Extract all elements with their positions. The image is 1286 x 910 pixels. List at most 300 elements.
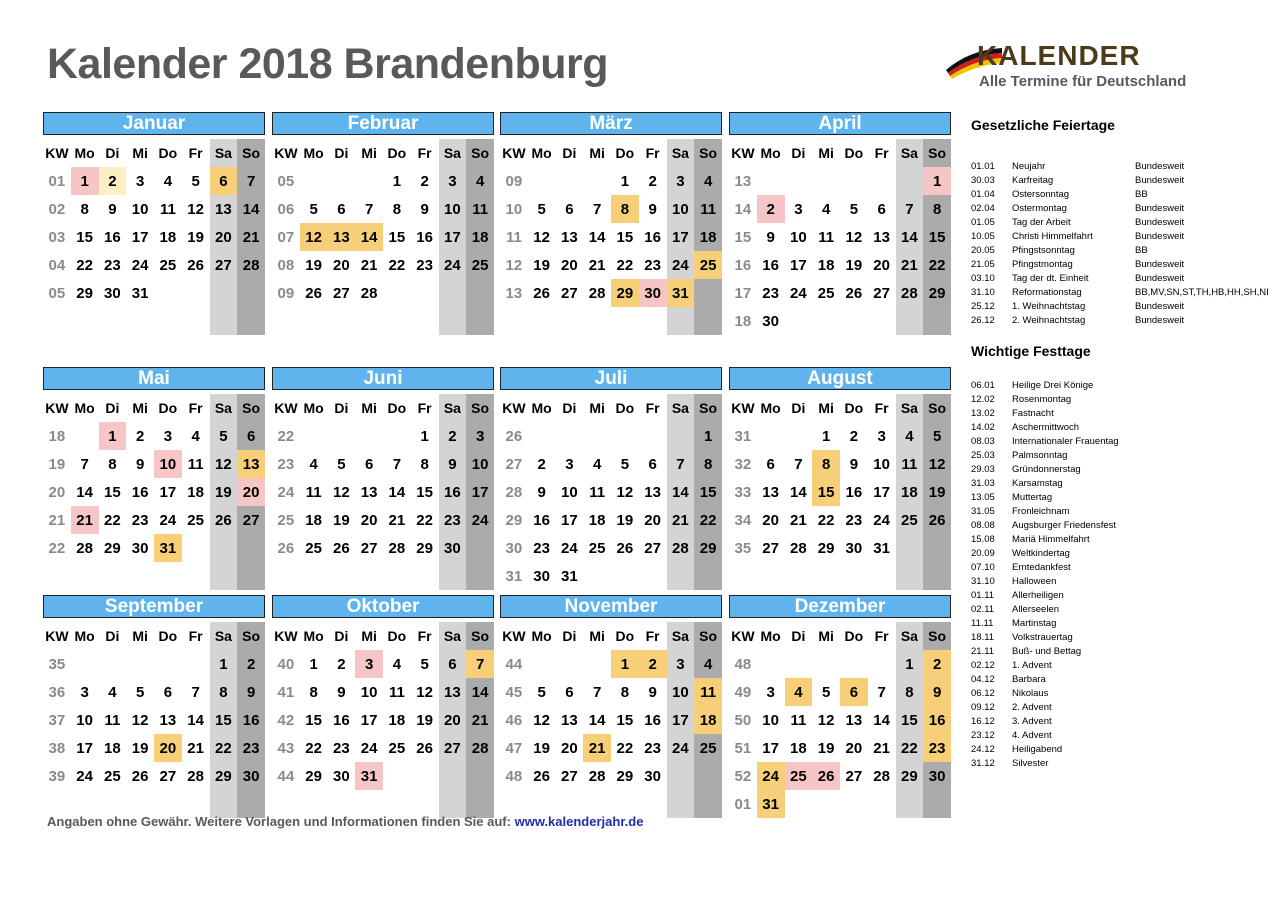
- day-cell[interactable]: 16: [845, 483, 863, 501]
- day-cell[interactable]: 4: [108, 683, 117, 701]
- day-cell[interactable]: 26: [812, 762, 840, 790]
- day-cell[interactable]: 25: [466, 251, 494, 279]
- day-cell[interactable]: 30: [762, 312, 779, 330]
- day-cell[interactable]: 5: [923, 422, 951, 450]
- day-cell[interactable]: 11: [694, 195, 722, 223]
- day-cell[interactable]: 22: [104, 511, 121, 529]
- day-cell[interactable]: 3: [667, 650, 695, 678]
- day-cell[interactable]: 10: [561, 483, 578, 501]
- day-cell[interactable]: 23: [533, 539, 550, 557]
- day-cell[interactable]: 16: [416, 228, 433, 246]
- day-cell[interactable]: 26: [333, 539, 350, 557]
- day-cell[interactable]: 13: [845, 711, 863, 729]
- day-cell[interactable]: 21: [388, 511, 406, 529]
- day-cell[interactable]: 16: [333, 711, 350, 729]
- day-cell[interactable]: 8: [392, 200, 402, 218]
- day-cell[interactable]: 24: [790, 284, 807, 302]
- day-cell[interactable]: 6: [163, 683, 173, 701]
- day-cell[interactable]: 22: [210, 734, 238, 762]
- day-cell[interactable]: 9: [923, 678, 951, 706]
- day-cell[interactable]: 22: [76, 256, 93, 274]
- day-cell[interactable]: 20: [333, 256, 350, 274]
- day-cell[interactable]: 14: [76, 483, 93, 501]
- day-cell[interactable]: 27: [561, 767, 578, 785]
- day-cell[interactable]: 21: [873, 739, 890, 757]
- day-cell[interactable]: 17: [790, 256, 807, 274]
- day-cell[interactable]: 19: [923, 478, 951, 506]
- day-cell[interactable]: 3: [565, 455, 574, 473]
- day-cell[interactable]: 26: [533, 767, 550, 785]
- day-cell[interactable]: 10: [131, 200, 149, 218]
- day-cell[interactable]: 27: [210, 251, 238, 279]
- day-cell[interactable]: 27: [333, 284, 350, 302]
- day-cell[interactable]: 28: [76, 539, 93, 557]
- day-cell[interactable]: 13: [439, 678, 467, 706]
- day-cell[interactable]: 29: [76, 284, 93, 302]
- day-cell[interactable]: 15: [812, 478, 840, 506]
- day-cell[interactable]: 2: [439, 422, 467, 450]
- day-cell[interactable]: 21: [588, 256, 606, 274]
- day-cell[interactable]: 23: [237, 734, 265, 762]
- day-cell[interactable]: 8: [694, 450, 722, 478]
- day-cell[interactable]: 25: [588, 539, 606, 557]
- day-cell[interactable]: 26: [210, 506, 238, 534]
- day-cell[interactable]: 29: [896, 762, 924, 790]
- day-cell[interactable]: 7: [592, 200, 602, 218]
- day-cell[interactable]: 6: [439, 650, 467, 678]
- day-cell[interactable]: 24: [757, 762, 785, 790]
- day-cell[interactable]: 14: [355, 223, 383, 251]
- day-cell[interactable]: 7: [80, 455, 89, 473]
- day-cell[interactable]: 23: [845, 511, 863, 529]
- day-cell[interactable]: 11: [104, 711, 121, 729]
- day-cell[interactable]: 12: [131, 711, 149, 729]
- day-cell[interactable]: 17: [360, 711, 378, 729]
- day-cell[interactable]: 30: [923, 762, 951, 790]
- day-cell[interactable]: 7: [237, 167, 265, 195]
- day-cell[interactable]: 11: [818, 228, 835, 246]
- day-cell[interactable]: 21: [187, 739, 204, 757]
- day-cell[interactable]: 20: [845, 739, 863, 757]
- day-cell[interactable]: 26: [533, 284, 550, 302]
- day-cell[interactable]: 1: [210, 650, 238, 678]
- day-cell[interactable]: 20: [439, 706, 467, 734]
- day-cell[interactable]: 28: [187, 767, 204, 785]
- day-cell[interactable]: 12: [333, 483, 350, 501]
- day-cell[interactable]: 14: [873, 711, 890, 729]
- footer-link[interactable]: www.kalenderjahr.de: [514, 814, 644, 829]
- day-cell[interactable]: 16: [762, 256, 779, 274]
- day-cell[interactable]: 29: [817, 539, 835, 557]
- day-cell[interactable]: 2: [135, 427, 145, 445]
- day-cell[interactable]: 15: [388, 228, 406, 246]
- day-cell[interactable]: 20: [210, 223, 238, 251]
- day-cell[interactable]: 13: [762, 483, 779, 501]
- day-cell[interactable]: 28: [237, 251, 265, 279]
- day-cell[interactable]: 29: [416, 539, 433, 557]
- day-cell[interactable]: 4: [821, 200, 831, 218]
- day-cell[interactable]: 2: [537, 455, 546, 473]
- day-cell[interactable]: 16: [131, 483, 149, 501]
- day-cell[interactable]: 1: [71, 167, 99, 195]
- day-cell[interactable]: 4: [309, 455, 318, 473]
- kalender-logo[interactable]: [944, 40, 1214, 100]
- day-cell[interactable]: 19: [817, 739, 835, 757]
- day-cell[interactable]: 9: [537, 483, 546, 501]
- day-cell[interactable]: 5: [135, 683, 145, 701]
- day-cell[interactable]: 14: [588, 711, 606, 729]
- day-cell[interactable]: 28: [667, 534, 695, 562]
- day-cell[interactable]: 27: [561, 284, 578, 302]
- day-cell[interactable]: 3: [794, 200, 803, 218]
- day-cell[interactable]: 4: [592, 455, 602, 473]
- day-cell[interactable]: 24: [439, 251, 467, 279]
- day-cell[interactable]: 10: [667, 195, 695, 223]
- day-cell[interactable]: 28: [388, 539, 406, 557]
- day-cell[interactable]: 10: [762, 711, 779, 729]
- day-cell[interactable]: 5: [337, 455, 346, 473]
- day-cell[interactable]: 22: [416, 511, 433, 529]
- day-cell[interactable]: 17: [667, 706, 695, 734]
- day-cell[interactable]: 14: [466, 678, 494, 706]
- day-cell[interactable]: 6: [565, 200, 574, 218]
- day-cell[interactable]: 28: [790, 539, 807, 557]
- day-cell[interactable]: 15: [416, 483, 433, 501]
- day-cell[interactable]: 3: [80, 683, 89, 701]
- day-cell[interactable]: 22: [616, 256, 634, 274]
- day-cell[interactable]: 14: [588, 228, 606, 246]
- day-cell[interactable]: 30: [237, 762, 265, 790]
- day-cell[interactable]: 17: [667, 223, 695, 251]
- day-cell[interactable]: 18: [388, 711, 406, 729]
- day-cell[interactable]: 11: [187, 455, 204, 473]
- day-cell[interactable]: 30: [439, 534, 467, 562]
- day-cell[interactable]: 15: [104, 483, 121, 501]
- day-cell[interactable]: 2: [849, 427, 859, 445]
- day-cell[interactable]: 26: [923, 506, 951, 534]
- day-cell[interactable]: 12: [923, 450, 951, 478]
- day-cell[interactable]: 25: [694, 734, 722, 762]
- day-cell[interactable]: 19: [533, 256, 550, 274]
- day-cell[interactable]: 10: [360, 683, 378, 701]
- day-cell[interactable]: 25: [159, 256, 177, 274]
- day-cell[interactable]: 21: [667, 506, 695, 534]
- day-cell[interactable]: 23: [923, 734, 951, 762]
- day-cell[interactable]: 9: [237, 678, 265, 706]
- day-cell[interactable]: 25: [305, 539, 322, 557]
- day-cell[interactable]: 11: [694, 678, 722, 706]
- day-cell[interactable]: 12: [300, 223, 328, 251]
- day-cell[interactable]: 21: [583, 734, 611, 762]
- day-cell[interactable]: 6: [237, 422, 265, 450]
- day-cell[interactable]: 30: [845, 539, 863, 557]
- day-cell[interactable]: 13: [644, 483, 661, 501]
- day-cell[interactable]: 24: [466, 506, 494, 534]
- day-cell[interactable]: 3: [135, 172, 145, 190]
- day-cell[interactable]: 9: [337, 683, 346, 701]
- day-cell[interactable]: 26: [187, 256, 204, 274]
- day-cell[interactable]: 6: [364, 455, 374, 473]
- day-cell[interactable]: 14: [790, 483, 807, 501]
- day-cell[interactable]: 5: [537, 200, 546, 218]
- day-cell[interactable]: 29: [923, 279, 951, 307]
- day-cell[interactable]: 11: [466, 195, 494, 223]
- day-cell[interactable]: 31: [667, 279, 695, 307]
- day-cell[interactable]: 26: [616, 539, 634, 557]
- day-cell[interactable]: 9: [648, 200, 657, 218]
- day-cell[interactable]: 27: [644, 539, 661, 557]
- day-cell[interactable]: 25: [187, 511, 204, 529]
- day-cell[interactable]: 17: [76, 739, 93, 757]
- day-cell[interactable]: 14: [237, 195, 265, 223]
- day-cell[interactable]: 4: [785, 678, 813, 706]
- day-cell[interactable]: 8: [420, 455, 429, 473]
- day-cell[interactable]: 8: [896, 678, 924, 706]
- day-cell[interactable]: 11: [305, 483, 322, 501]
- day-cell[interactable]: 31: [873, 539, 890, 557]
- day-cell[interactable]: 8: [210, 678, 238, 706]
- day-cell[interactable]: 20: [237, 478, 265, 506]
- day-cell[interactable]: 18: [817, 256, 835, 274]
- day-cell[interactable]: 7: [191, 683, 200, 701]
- day-cell[interactable]: 31: [757, 790, 785, 818]
- day-cell[interactable]: 17: [873, 483, 890, 501]
- day-cell[interactable]: 14: [896, 223, 924, 251]
- day-cell[interactable]: 3: [766, 683, 775, 701]
- day-cell[interactable]: 5: [309, 200, 318, 218]
- day-cell[interactable]: 18: [694, 223, 722, 251]
- day-cell[interactable]: 21: [237, 223, 265, 251]
- day-cell[interactable]: 2: [420, 172, 429, 190]
- day-cell[interactable]: 11: [589, 483, 606, 501]
- day-cell[interactable]: 25: [694, 251, 722, 279]
- day-cell[interactable]: 10: [154, 450, 182, 478]
- day-cell[interactable]: 7: [466, 650, 494, 678]
- day-cell[interactable]: 19: [187, 228, 204, 246]
- day-cell[interactable]: 4: [896, 422, 924, 450]
- day-cell[interactable]: 1: [821, 427, 831, 445]
- day-cell[interactable]: 21: [71, 506, 99, 534]
- day-cell[interactable]: 15: [76, 228, 93, 246]
- day-cell[interactable]: 30: [333, 767, 350, 785]
- day-cell[interactable]: 10: [466, 450, 494, 478]
- day-cell[interactable]: 17: [561, 511, 578, 529]
- day-cell[interactable]: 12: [845, 228, 863, 246]
- day-cell[interactable]: 20: [561, 256, 578, 274]
- day-cell[interactable]: 20: [360, 511, 378, 529]
- day-cell[interactable]: 10: [76, 711, 93, 729]
- day-cell[interactable]: 24: [873, 511, 890, 529]
- day-cell[interactable]: 30: [131, 539, 149, 557]
- day-cell[interactable]: 28: [873, 767, 890, 785]
- day-cell[interactable]: 5: [420, 655, 429, 673]
- day-cell[interactable]: 3: [355, 650, 383, 678]
- day-cell[interactable]: 6: [210, 167, 238, 195]
- day-cell[interactable]: 1: [309, 655, 318, 673]
- day-cell[interactable]: 15: [305, 711, 322, 729]
- day-cell[interactable]: 1: [620, 172, 630, 190]
- day-cell[interactable]: 20: [154, 734, 182, 762]
- day-cell[interactable]: 9: [439, 450, 467, 478]
- day-cell[interactable]: 12: [616, 483, 634, 501]
- day-cell[interactable]: 2: [757, 195, 785, 223]
- day-cell[interactable]: 30: [533, 567, 550, 585]
- day-cell[interactable]: 13: [328, 223, 356, 251]
- day-cell[interactable]: 23: [644, 256, 661, 274]
- day-cell[interactable]: 14: [667, 478, 695, 506]
- day-cell[interactable]: 13: [237, 450, 265, 478]
- day-cell[interactable]: 4: [694, 167, 722, 195]
- day-cell[interactable]: 23: [104, 256, 121, 274]
- day-cell[interactable]: 18: [466, 223, 494, 251]
- day-cell[interactable]: 1: [392, 172, 402, 190]
- day-cell[interactable]: 6: [877, 200, 886, 218]
- day-cell[interactable]: 25: [785, 762, 813, 790]
- day-cell[interactable]: 5: [191, 172, 200, 190]
- day-cell[interactable]: 29: [616, 767, 634, 785]
- day-cell[interactable]: 4: [466, 167, 494, 195]
- day-cell[interactable]: 3: [466, 422, 494, 450]
- day-cell[interactable]: 5: [849, 200, 859, 218]
- day-cell[interactable]: 22: [923, 251, 951, 279]
- day-cell[interactable]: 8: [620, 683, 630, 701]
- day-cell[interactable]: 14: [388, 483, 406, 501]
- day-cell[interactable]: 21: [360, 256, 378, 274]
- day-cell[interactable]: 9: [135, 455, 145, 473]
- day-cell[interactable]: 28: [588, 284, 606, 302]
- day-cell[interactable]: 15: [616, 711, 634, 729]
- day-cell[interactable]: 11: [388, 683, 405, 701]
- day-cell[interactable]: 27: [845, 767, 863, 785]
- day-cell[interactable]: 27: [360, 539, 378, 557]
- day-cell[interactable]: 18: [159, 228, 177, 246]
- day-cell[interactable]: 14: [187, 711, 204, 729]
- day-cell[interactable]: 28: [588, 767, 606, 785]
- day-cell[interactable]: 4: [392, 655, 402, 673]
- day-cell[interactable]: 13: [159, 711, 177, 729]
- day-cell[interactable]: 5: [537, 683, 546, 701]
- day-cell[interactable]: 17: [439, 223, 467, 251]
- day-cell[interactable]: 3: [877, 427, 886, 445]
- day-cell[interactable]: 27: [439, 734, 467, 762]
- day-cell[interactable]: 25: [388, 739, 406, 757]
- day-cell[interactable]: 16: [237, 706, 265, 734]
- day-cell[interactable]: 1: [896, 650, 924, 678]
- day-cell[interactable]: 6: [766, 455, 775, 473]
- day-cell[interactable]: 24: [667, 734, 695, 762]
- day-cell[interactable]: 21: [896, 251, 924, 279]
- day-cell[interactable]: 6: [565, 683, 574, 701]
- day-cell[interactable]: 17: [159, 483, 177, 501]
- day-cell[interactable]: 28: [896, 279, 924, 307]
- day-cell[interactable]: 12: [817, 711, 835, 729]
- day-cell[interactable]: 19: [305, 256, 322, 274]
- day-cell[interactable]: 24: [76, 767, 93, 785]
- day-cell[interactable]: 27: [762, 539, 779, 557]
- day-cell[interactable]: 31: [355, 762, 383, 790]
- day-cell[interactable]: 8: [80, 200, 89, 218]
- day-cell[interactable]: 9: [849, 455, 859, 473]
- day-cell[interactable]: 26: [845, 284, 863, 302]
- day-cell[interactable]: 16: [104, 228, 121, 246]
- day-cell[interactable]: 22: [616, 739, 634, 757]
- day-cell[interactable]: 3: [163, 427, 173, 445]
- day-cell[interactable]: 2: [337, 655, 346, 673]
- day-cell[interactable]: 23: [131, 511, 149, 529]
- day-cell[interactable]: 21: [790, 511, 807, 529]
- day-cell[interactable]: 1: [420, 427, 429, 445]
- day-cell[interactable]: 4: [191, 427, 200, 445]
- day-cell[interactable]: 2: [648, 172, 657, 190]
- day-cell[interactable]: 8: [108, 455, 117, 473]
- day-cell[interactable]: 3: [439, 167, 467, 195]
- day-cell[interactable]: 19: [533, 739, 550, 757]
- day-cell[interactable]: 21: [466, 706, 494, 734]
- day-cell[interactable]: 26: [305, 284, 322, 302]
- day-cell[interactable]: 7: [592, 683, 602, 701]
- day-cell[interactable]: 16: [644, 228, 661, 246]
- day-cell[interactable]: 22: [896, 734, 924, 762]
- day-cell[interactable]: 11: [159, 200, 176, 218]
- day-cell[interactable]: 9: [648, 683, 657, 701]
- day-cell[interactable]: 13: [561, 711, 578, 729]
- day-cell[interactable]: 1: [694, 422, 722, 450]
- day-cell[interactable]: 29: [210, 762, 238, 790]
- day-cell[interactable]: 13: [561, 228, 578, 246]
- day-cell[interactable]: 7: [794, 455, 803, 473]
- day-cell[interactable]: 2: [923, 650, 951, 678]
- day-cell[interactable]: 18: [187, 483, 204, 501]
- day-cell[interactable]: 17: [762, 739, 779, 757]
- day-cell[interactable]: 16: [644, 711, 661, 729]
- day-cell[interactable]: 31: [131, 284, 149, 302]
- day-cell[interactable]: 29: [694, 534, 722, 562]
- day-cell[interactable]: 19: [210, 478, 238, 506]
- day-cell[interactable]: 23: [333, 739, 350, 757]
- day-cell[interactable]: 19: [416, 711, 433, 729]
- day-cell[interactable]: 4: [163, 172, 173, 190]
- day-cell[interactable]: 29: [104, 539, 121, 557]
- day-cell[interactable]: 6: [648, 455, 657, 473]
- day-cell[interactable]: 18: [104, 739, 121, 757]
- day-cell[interactable]: 23: [439, 506, 467, 534]
- day-cell[interactable]: 16: [439, 478, 467, 506]
- day-cell[interactable]: 27: [159, 767, 177, 785]
- day-cell[interactable]: 10: [667, 678, 695, 706]
- day-cell[interactable]: 7: [667, 450, 695, 478]
- day-cell[interactable]: 1: [923, 167, 951, 195]
- day-cell[interactable]: 17: [131, 228, 149, 246]
- day-cell[interactable]: 31: [154, 534, 182, 562]
- day-cell[interactable]: 13: [360, 483, 378, 501]
- day-cell[interactable]: 24: [360, 739, 378, 757]
- day-cell[interactable]: 30: [639, 279, 667, 307]
- day-cell[interactable]: 18: [305, 511, 322, 529]
- day-cell[interactable]: 12: [187, 200, 204, 218]
- day-cell[interactable]: 5: [210, 422, 238, 450]
- day-cell[interactable]: 8: [812, 450, 840, 478]
- day-cell[interactable]: 19: [616, 511, 634, 529]
- day-cell[interactable]: 6: [840, 678, 868, 706]
- day-cell[interactable]: 27: [237, 506, 265, 534]
- day-cell[interactable]: 11: [790, 711, 807, 729]
- day-cell[interactable]: 9: [766, 228, 775, 246]
- day-cell[interactable]: 20: [561, 739, 578, 757]
- day-cell[interactable]: 30: [104, 284, 121, 302]
- day-cell[interactable]: 16: [533, 511, 550, 529]
- day-cell[interactable]: 29: [611, 279, 639, 307]
- day-cell[interactable]: 7: [877, 683, 886, 701]
